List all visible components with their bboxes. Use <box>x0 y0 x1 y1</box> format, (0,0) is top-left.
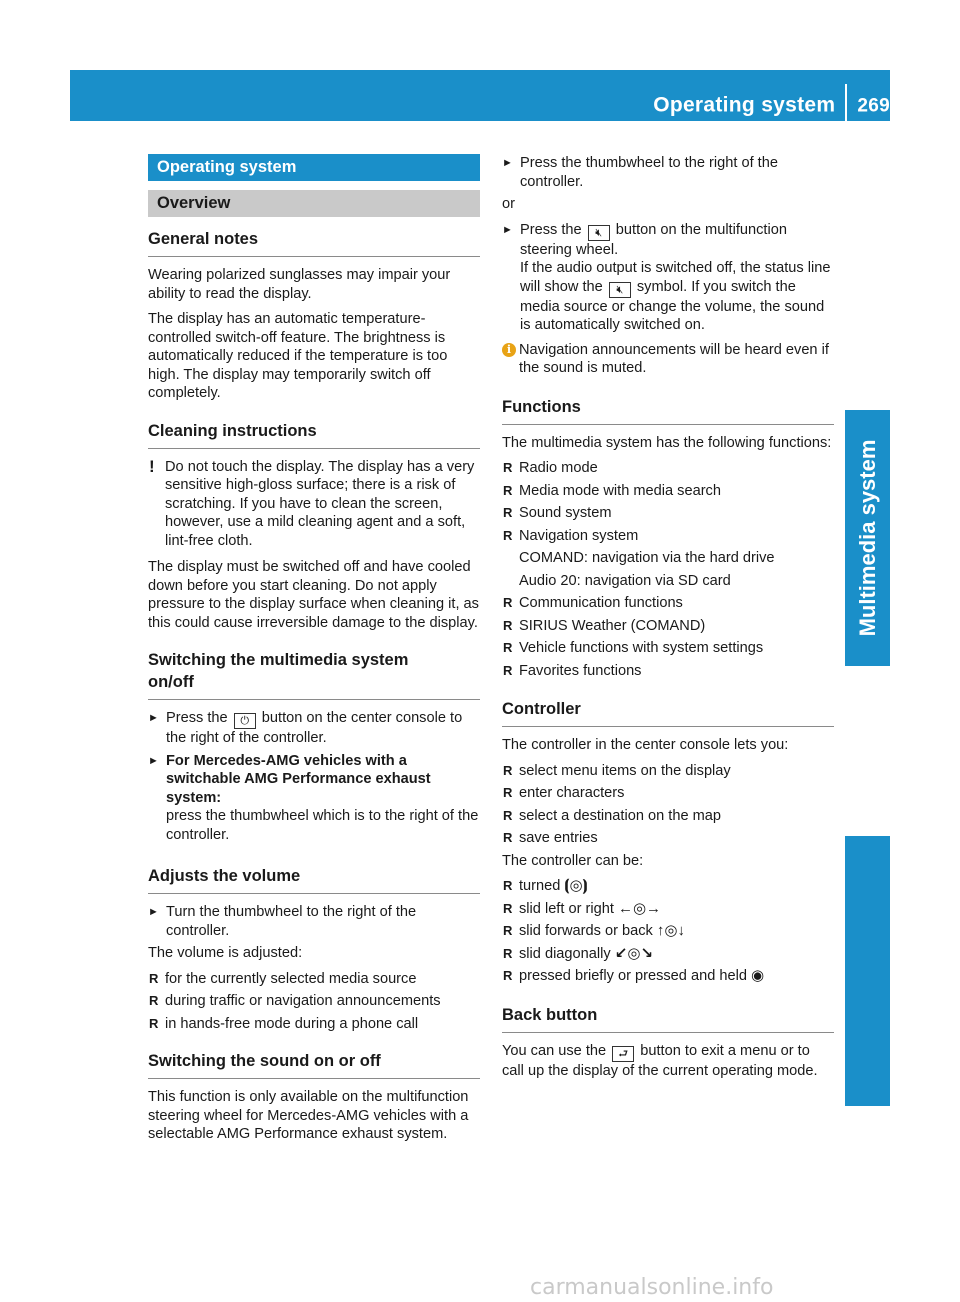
paragraph: The display must be switched off and have cooled down before you start cleaning. Do not apply pressure to the display surface when cleaning it, as this could cause irreversible damage to the display. <box>148 559 479 631</box>
list-item: R Radio mode <box>503 460 598 476</box>
bullet-icon: R <box>503 830 513 845</box>
bullet-icon: R <box>503 785 513 800</box>
bullet-icon: R <box>503 807 513 823</box>
list-item: R select a destination on the map <box>503 807 722 824</box>
right-column <box>502 154 834 1087</box>
bullet-icon: R <box>503 595 513 610</box>
left-column <box>148 154 480 1151</box>
warning-icon: ! <box>149 456 155 476</box>
side-tab-marker <box>845 836 890 1106</box>
page-header <box>653 86 890 126</box>
controller-slide-lr-icon: ←◎→ <box>617 899 662 917</box>
bullet-icon: R <box>503 640 513 655</box>
heading-functions: Functions <box>502 396 834 425</box>
list-item: R slid diagonally ↙◎↘ <box>503 944 653 962</box>
step-arrow-icon: ► <box>502 223 513 236</box>
controller-slide-fb-icon: ↑◎↓ <box>656 922 685 939</box>
bullet-icon: R <box>503 945 513 961</box>
paragraph: The volume is adjusted: <box>148 945 303 961</box>
section-title: Operating system <box>148 154 480 181</box>
paragraph: The multimedia system has the following functions: <box>502 434 832 451</box>
step-arrow-icon: ► <box>148 754 159 767</box>
list-item: R for the currently selected media source <box>149 970 417 987</box>
mute-symbol-icon: 🔇︎ <box>609 282 631 298</box>
list-subitem: Audio 20: navigation via SD card <box>519 572 731 589</box>
bullet-icon: R <box>503 662 513 678</box>
instruction-step: ► Press the thumbwheel to the right of the controller. <box>502 155 778 190</box>
paragraph: This function is only available on the multifunction steering wheel for Mercedes-AMG vehicles with a selectable AMG Performance exhaust system. <box>148 1089 469 1142</box>
list-item: R Media mode with media search <box>503 482 721 499</box>
warning-note <box>148 458 480 551</box>
bullet-icon: R <box>503 900 513 916</box>
chapter-title: Operating system <box>653 93 836 117</box>
list-item: R in hands-free mode during a phone call <box>149 1015 419 1032</box>
heading-general-notes: General notes <box>148 228 480 257</box>
bullet-icon: R <box>503 482 513 498</box>
controller-slide-diagonal-icon: ↙◎↘ <box>614 944 653 962</box>
step-arrow-icon: ► <box>148 712 159 724</box>
bullet-icon: R <box>503 968 513 983</box>
list-item: R select menu items on the display <box>503 762 731 779</box>
back-button-icon: ⮐ <box>612 1046 634 1062</box>
power-button-icon: ⏻ <box>234 713 256 729</box>
heading-volume: Adjusts the volume <box>148 865 480 894</box>
instruction-step: ► Turn the thumbwheel to the right of the controller. <box>148 904 417 939</box>
bullet-icon: R <box>503 617 513 633</box>
list-item: R Sound system <box>503 505 612 521</box>
watermark: carmanualsonline.info <box>530 1275 774 1300</box>
page-number: 269 <box>857 95 890 117</box>
bullet-icon: R <box>503 878 513 893</box>
list-item: R save entries <box>503 830 598 846</box>
bullet-icon: R <box>503 505 513 520</box>
side-tab-label: Multimedia system <box>855 439 880 637</box>
heading-switching: Switching the multimedia system on/off <box>148 649 480 700</box>
paragraph: Wearing polarized sunglasses may impair your ability to read the display. <box>148 267 451 302</box>
paragraph: The display has an automatic temperature-controlled switch-off feature. The brightness is automatically reduced if the temperature is too high. The display may temporarily switch off completely. <box>148 311 448 401</box>
heading-sound: Switching the sound on or off <box>148 1050 480 1079</box>
info-icon: i <box>502 343 516 357</box>
subsection-title: Overview <box>148 190 480 217</box>
step-arrow-icon: ► <box>502 157 513 169</box>
list-item: R Communication functions <box>503 595 683 611</box>
list-item: R pressed briefly or pressed and held ◉ <box>503 967 765 984</box>
header-divider <box>845 84 847 124</box>
instruction-step: ► Press the 🔇︎ button on the multifunction steering wheel. If the audio output is switched off, the status line will show the 🔇︎ symbol. If you switch the media source or change the volume, the sound is automatically switched on. <box>502 221 831 333</box>
step-arrow-icon: ► <box>148 906 159 918</box>
warning-text: Do not touch the display. The display has a very sensitive high-gloss surface; there is a risk of scratching. If you have to clean the screen, however, use a mild cleaning agent and a soft, lint-free cloth. <box>165 458 475 549</box>
controller-press-icon: ◉ <box>751 967 765 984</box>
paragraph: The controller in the center console lets you: <box>502 737 789 753</box>
controller-turn-icon: ⦗◎⦘ <box>564 877 588 894</box>
heading-cleaning: Cleaning instructions <box>148 420 480 449</box>
paragraph: You can use the ⮐ button to exit a menu or to call up the display of the current operating mode. <box>502 1042 818 1079</box>
list-item: R Vehicle functions with system settings <box>503 640 764 656</box>
list-item: R Favorites functions <box>503 662 642 679</box>
mute-button-icon: 🔇︎ <box>588 225 610 241</box>
info-note: i Navigation announcements will be heard even if the sound is muted. <box>502 341 834 378</box>
bullet-icon: R <box>503 762 513 778</box>
paragraph-or: or <box>502 196 515 212</box>
heading-controller: Controller <box>502 698 834 727</box>
list-item: R during traffic or navigation announcements <box>149 993 441 1009</box>
list-subitem: COMAND: navigation via the hard drive <box>519 550 775 566</box>
list-item: R SIRIUS Weather (COMAND) <box>503 617 706 634</box>
bullet-icon: R <box>503 527 513 543</box>
bullet-icon: R <box>149 1015 159 1031</box>
instruction-step: ► Press the ⏻ button on the center console to the right of the controller. <box>148 710 463 746</box>
list-item: R enter characters <box>503 785 625 801</box>
list-item: R slid forwards or back ↑◎↓ <box>503 922 685 939</box>
list-item: R Navigation system <box>503 527 639 544</box>
list-item: R slid left or right ←◎→ <box>503 899 662 917</box>
bullet-icon: R <box>503 460 513 475</box>
bullet-icon: R <box>149 970 159 986</box>
paragraph: The controller can be: <box>502 852 644 869</box>
bullet-icon: R <box>503 923 513 938</box>
bullet-icon: R <box>149 993 159 1008</box>
heading-back-button: Back button <box>502 1004 834 1033</box>
instruction-step: ► For Mercedes-AMG vehicles with a switchable AMG Performance exhaust system: press the thumbwheel which is to the right of the controller. <box>148 752 479 843</box>
list-item: R turned ⦗◎⦘ <box>503 877 588 894</box>
